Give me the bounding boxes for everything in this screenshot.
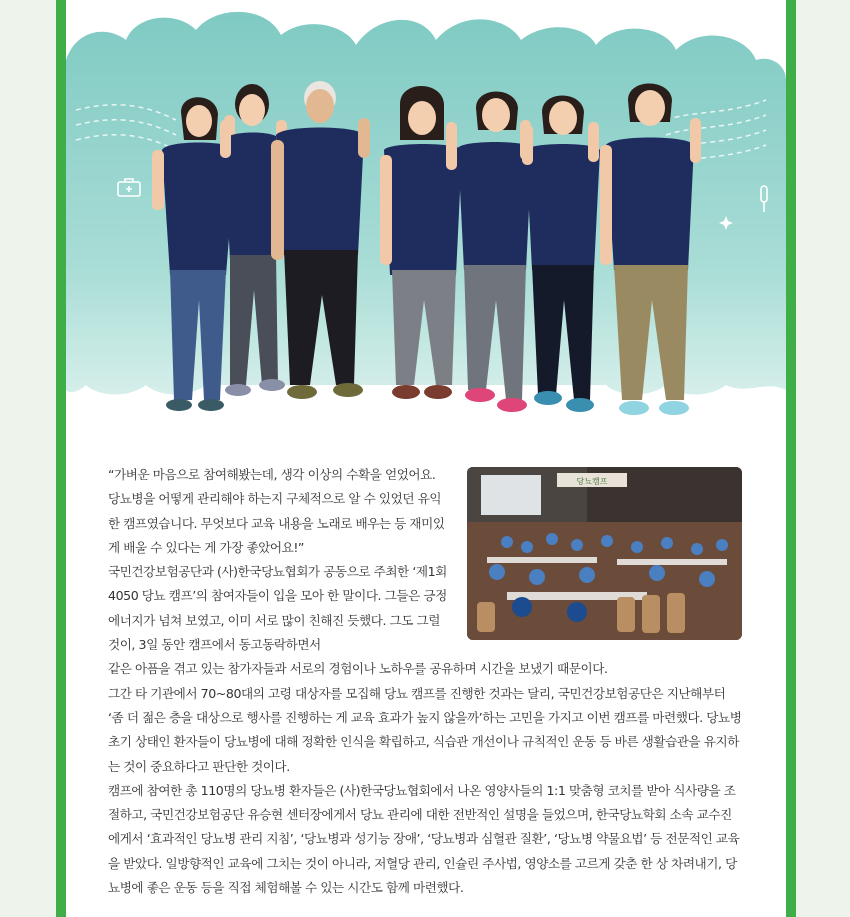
- left-green-border: [56, 0, 66, 917]
- right-green-border: [786, 0, 796, 917]
- paragraph-3: 캠프에 참여한 총 110명의 당뇨병 환자들은 (사)한국당뇨협회에서 나온 영양사들의 1:1 맞춤형 코치를 받아 식사량을 조절하고, 국민건강보험공단 유승현 센터장에게서 당뇨 관리에 대한 전반적인 설명을 들었으며, 한국당뇨학회 소속 교수진에게서 ‘효과적인 당뇨병 관리 지침’, ‘당뇨병과 성기능 장애’, ‘당뇨병과 심혈관 질환’, ‘당뇨병 약물요법’ 등 전문적인 교육을 받았다. 일방향적인 교육에 그치는 것이 아니라, 저혈당 관리, 인슐린 주사법, 영양소를 고르게 갖춘 한 상 차려내기, 당뇨병에 좋은 운동 등을 직접 체험해볼 수 있는 시간도 함께 마련했다.: [108, 782, 740, 896]
- hero-illustration: [66, 0, 786, 440]
- article-body: [108, 463, 742, 900]
- paragraph-2: 그간 타 기관에서 70~80대의 고령 대상자를 모집해 당뇨 캠프를 진행한 것과는 달리, 국민건강보험공단은 지난해부터 ‘좀 더 젊은 층을 대상으로 행사를 진행하는 게 교육 효과가 높지 않을까’하는 고민을 가지고 이번 캠프를 마련했다. 당뇨병 초기 상태인 환자들이 당뇨병에 대해 정확한 인식을 확립하고, 식습관 개선이나 규칙적인 운동 등 바른 생활습관을 유지하는 것이 중요하다고 판단한 것이다.: [108, 685, 742, 774]
- paragraph-1a: 국민건강보험공단과 (사)한국당뇨협회가 공동으로 주최한 ‘제1회 4050 당뇨 캠프’의 참여자들이 입을 모아 한 말이다. 그들은 긍정 에너지가 넘쳐 보였고, 이미 서로 많이 친해진 듯했다. 그도 그럴 것이, 3일 동안 캠프에서 동고동락하면서: [108, 564, 447, 653]
- paragraph-1b: 같은 아픔을 겪고 있는 참가자들과 서로의 경험이나 노하우를 공유하며 시간을 보냈기 때문이다.: [108, 661, 608, 677]
- quote-paragraph: “가벼운 마음으로 참여해봤는데, 생각 이상의 수확을 얻었어요. 당뇨병을 어떻게 관리해야 하는지 구체적으로 알 수 있었던 유익한 캠프였습니다. 무엇보다 교육 내용을 노래로 배우는 등 재미있게 배울 수 있다는 게 가장 좋았어요!”: [108, 467, 445, 555]
- banner-text: 당뇨캠프: [576, 477, 608, 486]
